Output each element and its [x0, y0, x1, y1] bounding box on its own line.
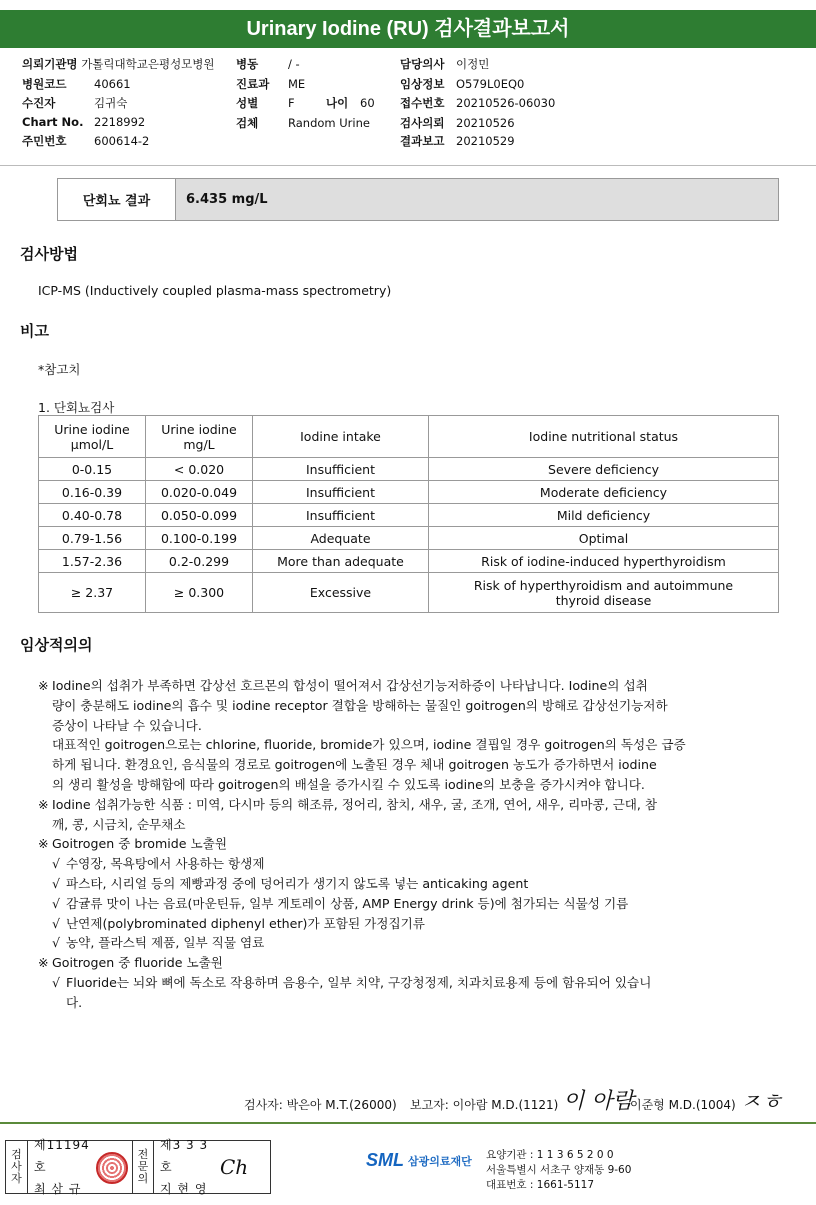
info-doctor: 담당의사 이정민 [400, 57, 490, 71]
check-icon: √ [52, 935, 61, 951]
report-title: Urinary Iodine (RU) 검사결과보고서 [0, 10, 816, 48]
table-row: 1.57-2.36 0.2-0.299 More than adequate Risk of iodine-induced hyperthyroidism [39, 550, 779, 573]
tester-signature: 검사자: 박은아 M.T.(26000) [244, 1098, 397, 1112]
info-department: 진료과 ME [236, 77, 306, 91]
footer-divider [0, 1122, 816, 1124]
org-info: 요양기관 : 1 1 3 6 5 2 0 0 서울특별시 서초구 양재동 9-60 대표번호 : 1661-5117 [486, 1149, 632, 1191]
table-row: 0.16-0.39 0.020-0.049 Insufficient Moderate deficiency [39, 481, 779, 504]
info-ward: 병동 / - [236, 57, 300, 71]
specialist-license: 제3 3 3 호 [160, 1138, 209, 1174]
label-examiner: 검 사 자 [6, 1141, 28, 1193]
sml-name: 삼광의료재단 [408, 1154, 472, 1168]
reference-mark-icon: ※ [38, 955, 49, 971]
method-heading: 검사방법 [20, 245, 78, 263]
method-text: ICP-MS (Inductively coupled plasma-mass spectrometry) [38, 283, 392, 298]
list-item: √ 감귤류 맛이 나는 음료(마운틴듀, 일부 게토레이 상품, AMP Energy drink 등)에 첨가되는 식물성 기름 [38, 894, 768, 914]
sml-logo [366, 1150, 472, 1171]
check-icon: √ [52, 895, 61, 911]
reference-table [38, 415, 779, 613]
examiner-license: 제11194호 [34, 1138, 90, 1174]
reporter-name: 보고자: 이아람 M.D.(1121) [410, 1098, 559, 1112]
clinical-text [38, 676, 768, 1013]
table-row: 0.79-1.56 0.100-0.199 Adequate Optimal [39, 527, 779, 550]
info-clinical: 임상정보 O579L0EQ0 [400, 77, 525, 91]
reference-mark-icon: ※ [38, 796, 49, 812]
clinical-paragraph-2: ※ Iodine 섭취가능한 식품 : 미역, 다시마 등의 해조류, 정어리, 참치, 새우, 굴, 조개, 연어, 새우, 리마콩, 근대, 참 깨, 콩, 시금치, 순무채소 [38, 796, 658, 832]
check-icon: √ [52, 875, 61, 891]
check-icon: √ [52, 915, 61, 931]
label-specialist: 전 문 의 [132, 1141, 154, 1193]
sml-logo-icon: SML [366, 1150, 404, 1170]
table-row: 0-0.15 < 0.020 Insufficient Severe deficiency [39, 458, 779, 481]
table-row: 0.40-0.78 0.050-0.099 Insufficient Mild deficiency [39, 504, 779, 527]
info-request-date: 검사의뢰 20210526 [400, 116, 515, 130]
reporter-signature: 이 아람 [563, 1089, 634, 1114]
check-icon: √ [52, 974, 61, 990]
remarks-heading: 비고 [20, 322, 49, 340]
third-signer-name: 이준형 M.D.(1004) [630, 1098, 736, 1112]
clinical-paragraph-3: ※ Goitrogen 중 bromide 노출원 [38, 834, 768, 854]
list-item: √ 난연제(polybrominated diphenyl ether)가 포함된 가정집기류 [38, 914, 768, 934]
header-umol: Urine iodine μmol/L [39, 416, 146, 458]
list-item: √ Fluoride는 뇌와 뼈에 독소로 작용하며 음용수, 일부 치약, 구강청정제, 치과치료용제 등에 함유되어 있습니 다. [52, 974, 652, 1010]
header-intake: Iodine intake [253, 416, 429, 458]
list-item: √ 농약, 플라스틱 제품, 일부 직물 염료 [38, 933, 768, 953]
table-row: ≥ 2.37 ≥ 0.300 Excessive Risk of hyperthyroidism and autoimmune thyroid disease [39, 573, 779, 613]
footer-credentials [5, 1140, 271, 1194]
info-age: 나이 60 [326, 96, 375, 110]
check-icon: √ [52, 856, 61, 872]
info-client: 의뢰기관명 가톨릭대학교은평성모병원 [22, 57, 215, 71]
info-hospital-code: 병원코드 40661 [22, 77, 131, 91]
clinical-paragraph-4: ※ Goitrogen 중 fluoride 노출원 [38, 953, 768, 973]
reference-table-title: 1. 단회뇨검사 [38, 400, 115, 415]
table-header-row [39, 416, 779, 458]
examiner-name: 최 삼 규 [34, 1182, 82, 1196]
list-item: √ 수영장, 목욕탕에서 사용하는 항생제 [38, 854, 768, 874]
result-label: 단회뇨 결과 [58, 179, 176, 220]
header-status: Iodine nutritional status [429, 416, 779, 458]
specialist-signature: Ch [220, 1155, 249, 1179]
seal-icon [96, 1152, 128, 1184]
clinical-heading: 임상적의의 [20, 636, 93, 654]
clinical-paragraph-1: ※ Iodine의 섭취가 부족하면 갑상선 호르몬의 합성이 떨어져서 갑상선기능저하증이 나타납니다. Iodine의 섭취 량이 충분해도 iodine의 흡수 및 iodine receptor 결합을 방해하는 물질인 goitrogen의 방해로 갑상선기능저하 증상이 나타날 수 있습니다. 대표적인 goitrogen으로는 chlorine, fluoride, bromide가 있으며, iodine 결핍일 경우 goitrogen의 독성은 급증 하게 됩니다. 환경요인, 음식물의 경로로 goitrogen에 노출된 경우 체내 goitrogen 농도가 증가하면서 iodine 의 생리 활성을 방해함에 따라 goitrogen의 배설을 증가시킬 수 있도록 iodine의 보충을 증가시켜야 합니다. [38, 678, 686, 792]
reference-note: *참고치 [38, 362, 81, 377]
info-sex: 성별 F [236, 96, 295, 110]
info-chart-no: Chart No. 2218992 [22, 115, 146, 129]
specialist-name: 지 현 영 [160, 1182, 208, 1196]
header-mg: Urine iodine mg/L [146, 416, 253, 458]
result-value: 6.435 mg/L [176, 179, 778, 220]
list-item: √ 파스타, 시리얼 등의 제빵과정 중에 덩어리가 생기지 않도록 넣는 anticaking agent [38, 874, 768, 894]
reference-mark-icon: ※ [38, 836, 49, 852]
info-accession-no: 접수번호 20210526-06030 [400, 96, 556, 110]
reference-mark-icon: ※ [38, 678, 49, 693]
info-report-date: 결과보고 20210529 [400, 134, 515, 148]
info-resident-no: 주민번호 600614-2 [22, 134, 150, 148]
header-divider [0, 165, 816, 166]
info-specimen: 검체 Random Urine [236, 116, 370, 130]
info-patient: 수진자 김귀숙 [22, 96, 128, 110]
third-signature: ㅈㅎ [740, 1090, 783, 1115]
result-box [57, 178, 779, 221]
